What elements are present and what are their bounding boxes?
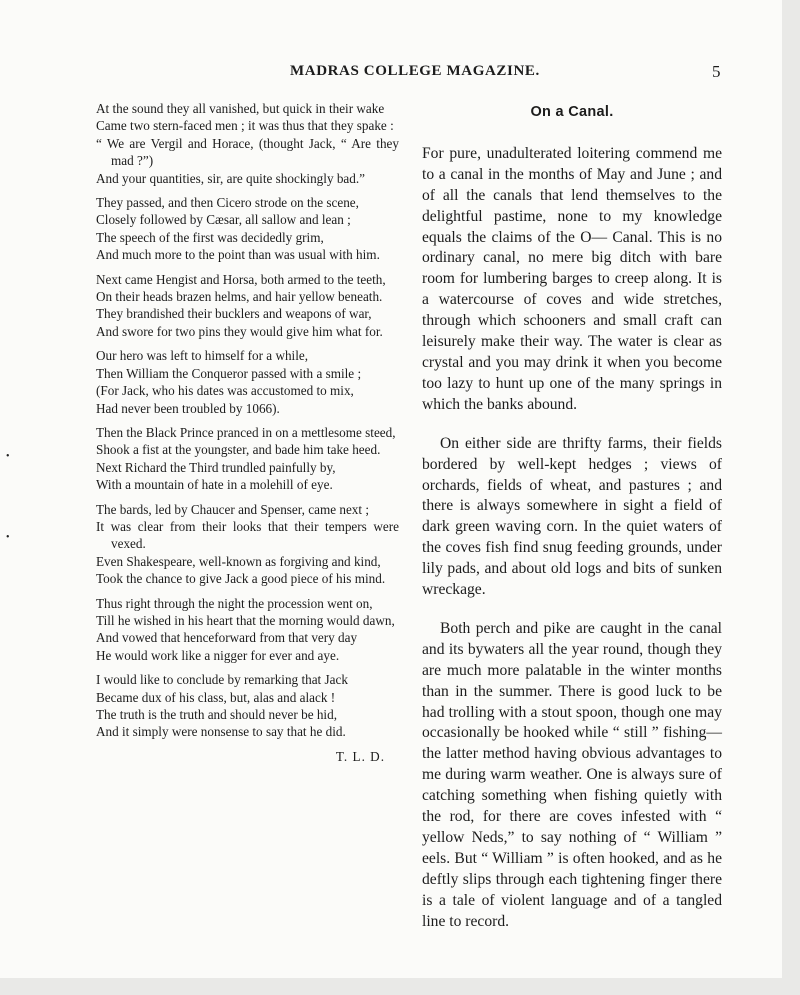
- poem-line: Next Richard the Third trundled painfully by,: [96, 459, 336, 475]
- poem-line: Became dux of his class, but, alas and alack !: [96, 689, 336, 705]
- poem-line: On their heads brazen helms, and hair yellow beneath.: [96, 289, 383, 305]
- essay-paragraph: On either side are thrifty farms, their fields bordered by well-kept hedges ; views of orchards, fields of wheat, and pastures ; and there is always somewhere in sight a field of dark green waving corn. In the quiet waters of the coves fish find snug feeding grounds, under lily pads, and about old logs and bits of sunken wreckage.: [422, 434, 722, 599]
- poem-line: Then William the Conqueror passed with a smile ;: [96, 365, 362, 381]
- poem-line: The truth is the truth and should never be hid,: [96, 707, 337, 722]
- poem-line: They brandished their bucklers and weapons of war,: [96, 306, 372, 322]
- poem-line: Took the chance to give Jack a good piece of his mind.: [96, 571, 386, 587]
- poem-line: At the sound they all vanished, but quick in their wake: [96, 101, 385, 116]
- poem-line: It was clear from their looks that their tempers were vexed.: [96, 518, 399, 552]
- poem-stanza: [96, 671, 399, 741]
- poem-line: And much more to the point than was usual with him.: [96, 247, 380, 263]
- poem-column: [96, 100, 399, 765]
- poem-line: Our hero was left to himself for a while,: [96, 348, 309, 364]
- essay-column: [422, 102, 722, 951]
- poem-stanza: [96, 347, 399, 417]
- poem-stanza: [96, 271, 399, 341]
- margin-speck: •: [6, 532, 10, 543]
- poem-line: With a mountain of hate in a molehill of eye.: [96, 477, 333, 493]
- poem-line: The speech of the first was decidedly grim,: [96, 229, 324, 245]
- poem-line: Even Shakespeare, well-known as forgiving and kind,: [96, 553, 381, 569]
- poem-line: And vowed that henceforward from that very day: [96, 630, 358, 646]
- poem-line: I would like to conclude by remarking that Jack: [96, 672, 348, 688]
- poem-stanza: [96, 194, 399, 264]
- poem-line: Till he wished in his heart that the morning would dawn,: [96, 612, 395, 628]
- poem-line: Had never been troubled by 1066).: [96, 400, 280, 416]
- poem-line: Closely followed by Cæsar, all sallow and lean ;: [96, 212, 351, 228]
- page-number: 5: [712, 62, 721, 81]
- essay-paragraph: For pure, unadulterated loitering commend me to a canal in the months of May and June ; and of all the canals that lend themselves to the delightful pastime, none to my knowledge equals the claims of the O— Canal. This is no ordinary canal, no mere big ditch with bare room for lumbering barges to creep along. It is a watercourse of coves and wide stretches, through which schooners and small craft can leisurely make their way. The water is clear as crystal and you may drink it when you become too lazy to hunt up one of the many springs in which the banks abound.: [422, 144, 722, 413]
- poem-line: (For Jack, who his dates was accustomed to mix,: [96, 383, 354, 399]
- page-edge-shadow-bottom: [0, 978, 800, 995]
- poem-line: Next came Hengist and Horsa, both armed to the teeth,: [96, 271, 386, 287]
- poem-stanza: [96, 595, 399, 665]
- page-edge-shadow: [782, 0, 800, 995]
- essay-title: On a Canal.: [530, 104, 614, 120]
- poem-line: “ We are Vergil and Horace, (thought Jack, “ Are they mad ?”): [96, 135, 399, 169]
- poem-line: And swore for two pins they would give him what for.: [96, 323, 383, 339]
- poem-line: And it simply were nonsense to say that he did.: [96, 724, 346, 740]
- poem-line: And your quantities, sir, are quite shockingly bad.”: [96, 170, 366, 186]
- poem-signature: T. L. D.: [335, 748, 385, 764]
- poem-line: Came two stern-faced men ; it was thus that they spake :: [96, 118, 394, 134]
- poem-line: They passed, and then Cicero strode on the scene,: [96, 195, 359, 211]
- running-head: MADRAS COLLEGE MAGAZINE.: [290, 63, 540, 79]
- poem-line: Thus right through the night the procession went on,: [96, 595, 373, 611]
- poem-line: The bards, led by Chaucer and Spenser, came next ;: [96, 501, 370, 517]
- poem-stanza: [96, 424, 399, 494]
- poem-line: Then the Black Prince pranced in on a mettlesome steed,: [96, 424, 396, 440]
- margin-speck: •: [6, 451, 10, 462]
- poem-stanza: [96, 501, 399, 588]
- poem-stanza: [96, 100, 399, 187]
- essay-paragraph: Both perch and pike are caught in the canal and its bywaters all the year round, though they are much more palatable in the winter months than in the summer. There is good luck to be had trolling with a stout spoon, though one may occasionally be hooked while “ still ” fishing—the latter method having obvious advantages to me during warm weather. One is always sure of catching something when fishing quietly with the rod, for there are coves infested with “ yellow Neds,” to say nothing of “ William ” eels. But “ William ” is often hooked, and as he deftly slips through each tightening finger there is a tale of violent language and of a tangled line to record.: [422, 619, 722, 930]
- poem-line: Shook a fist at the youngster, and bade him take heed.: [96, 442, 381, 458]
- poem-line: He would work like a nigger for ever and aye.: [96, 647, 340, 663]
